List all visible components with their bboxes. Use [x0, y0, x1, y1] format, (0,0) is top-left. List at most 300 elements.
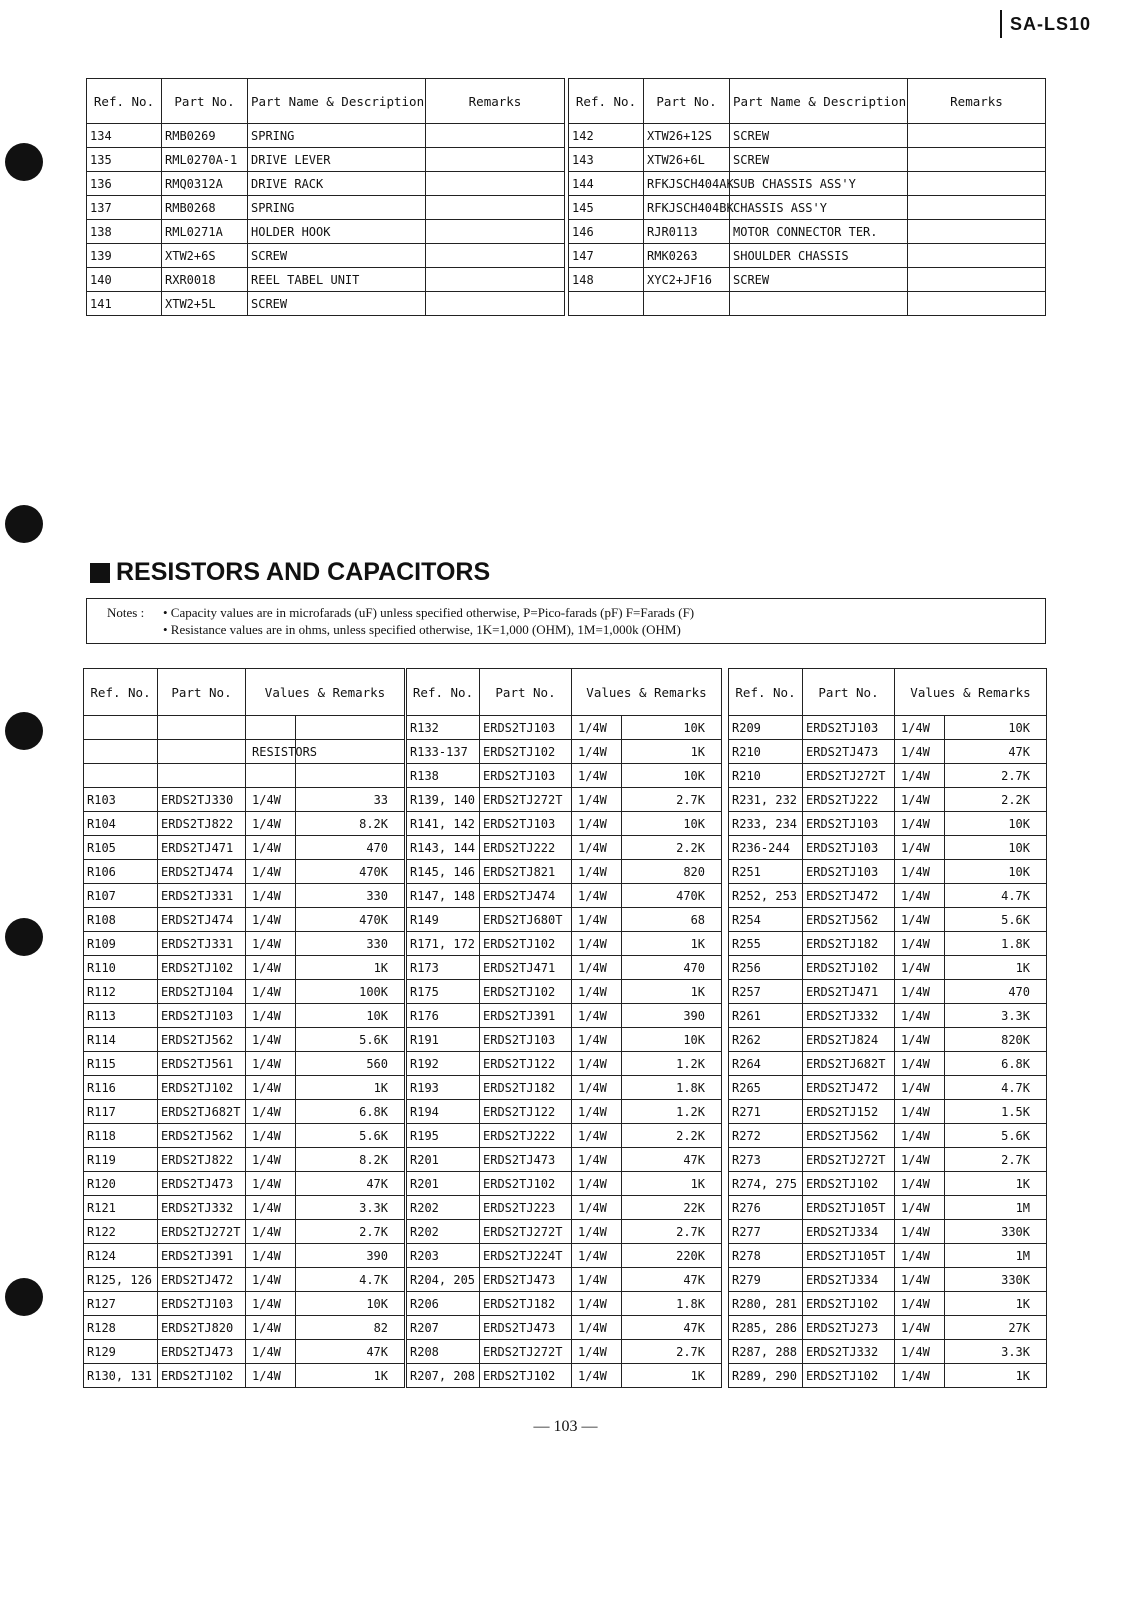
ref-no-cell: R233, 234	[729, 812, 803, 836]
part-name-cell: SCREW	[730, 268, 908, 292]
part-no-cell: ERDS2TJ332	[803, 1340, 895, 1364]
table-row	[729, 1268, 1047, 1292]
value-cell: 47K	[622, 1148, 722, 1172]
ref-no-cell: R277	[729, 1220, 803, 1244]
value-cell: 330K	[945, 1268, 1047, 1292]
part-no-cell: ERDS2TJ332	[803, 1004, 895, 1028]
wattage-cell: 1/4W	[246, 788, 296, 812]
table-row	[729, 884, 1047, 908]
value-cell: 1K	[622, 932, 722, 956]
part-no-cell: ERDS2TJ562	[803, 1124, 895, 1148]
table-row	[84, 860, 405, 884]
table-row	[569, 220, 1046, 244]
wattage-cell	[246, 764, 296, 788]
part-no-cell: ERDS2TJ391	[480, 1004, 572, 1028]
value-cell: 47K	[296, 1340, 405, 1364]
value-cell: 5.6K	[296, 1124, 405, 1148]
wattage-cell: 1/4W	[246, 884, 296, 908]
col-header-values: Values & Remarks	[895, 669, 1047, 716]
part-no-cell: ERDS2TJ102	[803, 1292, 895, 1316]
table-row	[407, 740, 722, 764]
table-row	[84, 1028, 405, 1052]
ref-no-cell: R119	[84, 1148, 158, 1172]
wattage-cell: 1/4W	[895, 812, 945, 836]
value-cell: 1K	[622, 740, 722, 764]
value-cell: 820K	[945, 1028, 1047, 1052]
value-cell: 1K	[622, 980, 722, 1004]
ref-no-cell: R206	[407, 1292, 480, 1316]
wattage-cell: 1/4W	[572, 1004, 622, 1028]
wattage-cell: 1/4W	[895, 956, 945, 980]
value-cell: 470K	[296, 908, 405, 932]
ref-no-cell: R143, 144	[407, 836, 480, 860]
table-row	[84, 1004, 405, 1028]
ref-no-cell: R254	[729, 908, 803, 932]
wattage-cell: 1/4W	[895, 1292, 945, 1316]
table-row	[729, 1364, 1047, 1388]
ref-no-cell: R139, 140	[407, 788, 480, 812]
value-cell: 4.7K	[945, 1076, 1047, 1100]
ref-no-cell: R104	[84, 812, 158, 836]
value-cell: 82	[296, 1316, 405, 1340]
value-cell: 390	[622, 1004, 722, 1028]
col-header-ref: Ref. No.	[87, 79, 162, 124]
rc-table-col1	[83, 668, 405, 1388]
table-row	[87, 220, 565, 244]
table-row	[84, 884, 405, 908]
part-no-cell: ERDS2TJ102	[803, 1364, 895, 1388]
part-no-cell	[644, 292, 730, 316]
value-cell: 47K	[622, 1268, 722, 1292]
ref-no-cell: R107	[84, 884, 158, 908]
ref-no-cell: R116	[84, 1076, 158, 1100]
part-name-cell: HOLDER HOOK	[248, 220, 426, 244]
value-cell: 330	[296, 932, 405, 956]
value-cell: 10K	[945, 860, 1047, 884]
remarks-cell	[426, 196, 565, 220]
wattage-cell: 1/4W	[246, 1364, 296, 1388]
part-no-cell: ERDS2TJ103	[803, 836, 895, 860]
ref-no-cell: R117	[84, 1100, 158, 1124]
part-no-cell: XTW2+6S	[162, 244, 248, 268]
part-no-cell: ERDS2TJ474	[158, 908, 246, 932]
part-no-cell: RFKJSCH404BK	[644, 196, 730, 220]
value-cell: 1.8K	[945, 932, 1047, 956]
ref-no-cell: R195	[407, 1124, 480, 1148]
ref-no-cell	[84, 740, 158, 764]
wattage-cell: 1/4W	[246, 980, 296, 1004]
table-row	[407, 1364, 722, 1388]
table-row	[84, 1196, 405, 1220]
table-row	[729, 1004, 1047, 1028]
table-row	[407, 788, 722, 812]
value-cell: 3.3K	[945, 1004, 1047, 1028]
part-no-cell: ERDS2TJ471	[158, 836, 246, 860]
table-row	[569, 124, 1046, 148]
part-no-cell: ERDS2TJ102	[158, 1364, 246, 1388]
col-header-values: Values & Remarks	[572, 669, 722, 716]
wattage-cell: 1/4W	[572, 1124, 622, 1148]
part-no-cell: ERDS2TJ182	[480, 1076, 572, 1100]
wattage-cell: 1/4W	[895, 884, 945, 908]
part-no-cell: ERDS2TJ182	[803, 932, 895, 956]
wattage-cell: 1/4W	[246, 860, 296, 884]
wattage-cell: 1/4W	[572, 1100, 622, 1124]
part-name-cell: SHOULDER CHASSIS	[730, 244, 908, 268]
part-no-cell: ERDS2TJ102	[480, 740, 572, 764]
value-cell: 6.8K	[945, 1052, 1047, 1076]
part-no-cell: ERDS2TJ474	[158, 860, 246, 884]
value-cell: 1.8K	[622, 1292, 722, 1316]
table-row	[729, 1172, 1047, 1196]
table-row	[407, 1028, 722, 1052]
ref-no-cell: R192	[407, 1052, 480, 1076]
value-cell: 8.2K	[296, 1148, 405, 1172]
value-cell: 10K	[622, 812, 722, 836]
col-header-ref: Ref. No.	[407, 669, 480, 716]
remarks-cell	[908, 196, 1046, 220]
value-cell: 33	[296, 788, 405, 812]
table-row	[729, 1076, 1047, 1100]
table-row	[729, 1340, 1047, 1364]
part-name-cell: SCREW	[248, 244, 426, 268]
table-row	[407, 1076, 722, 1100]
table-row	[84, 1220, 405, 1244]
part-no-cell: ERDS2TJ272T	[158, 1220, 246, 1244]
remarks-cell	[426, 220, 565, 244]
section-title	[90, 558, 490, 587]
ref-no-cell: R118	[84, 1124, 158, 1148]
wattage-cell: 1/4W	[572, 1364, 622, 1388]
ref-no-cell: R272	[729, 1124, 803, 1148]
part-no-cell: ERDS2TJ122	[480, 1052, 572, 1076]
value-cell: 10K	[622, 716, 722, 740]
remarks-cell	[426, 292, 565, 316]
ref-no-cell: R251	[729, 860, 803, 884]
table-row	[407, 1004, 722, 1028]
wattage-cell: 1/4W	[572, 812, 622, 836]
wattage-cell: 1/4W	[895, 1220, 945, 1244]
ref-no-cell: R208	[407, 1340, 480, 1364]
table-row	[407, 1316, 722, 1340]
wattage-cell: 1/4W	[246, 1052, 296, 1076]
ref-no-cell: R204, 205	[407, 1268, 480, 1292]
rc-table-col2	[406, 668, 722, 1388]
part-no-cell: ERDS2TJ680T	[480, 908, 572, 932]
ref-no-cell: R108	[84, 908, 158, 932]
ref-no-cell: R110	[84, 956, 158, 980]
table-row	[729, 716, 1047, 740]
value-cell: 1M	[945, 1244, 1047, 1268]
part-no-cell: ERDS2TJ562	[158, 1028, 246, 1052]
ref-no-cell: R124	[84, 1244, 158, 1268]
table-row	[407, 1148, 722, 1172]
table-row	[84, 1124, 405, 1148]
wattage-cell: 1/4W	[895, 1124, 945, 1148]
part-name-cell: CHASSIS ASS'Y	[730, 196, 908, 220]
ref-no-cell: R147, 148	[407, 884, 480, 908]
part-no-cell: ERDS2TJ222	[480, 836, 572, 860]
part-no-cell: ERDS2TJ102	[480, 980, 572, 1004]
wattage-cell: 1/4W	[895, 1316, 945, 1340]
value-cell: 4.7K	[296, 1268, 405, 1292]
part-no-cell: ERDS2TJ820	[158, 1316, 246, 1340]
part-no-cell: RMK0263	[644, 244, 730, 268]
ref-no-cell: R265	[729, 1076, 803, 1100]
value-cell: 10K	[945, 812, 1047, 836]
table-row	[407, 1100, 722, 1124]
part-no-cell: ERDS2TJ474	[480, 884, 572, 908]
wattage-cell: 1/4W	[246, 1028, 296, 1052]
part-no-cell: ERDS2TJ332	[158, 1196, 246, 1220]
value-cell: 5.6K	[945, 908, 1047, 932]
ref-no-cell: R138	[407, 764, 480, 788]
wattage-cell: 1/4W	[895, 836, 945, 860]
ref-no-cell: R105	[84, 836, 158, 860]
ref-no-cell: R287, 288	[729, 1340, 803, 1364]
ref-no-cell: R285, 286	[729, 1316, 803, 1340]
col-header-remarks: Remarks	[426, 79, 565, 124]
wattage-cell: 1/4W	[572, 740, 622, 764]
wattage-cell: 1/4W	[572, 1316, 622, 1340]
ref-no-cell: R236-244	[729, 836, 803, 860]
table-row	[729, 1220, 1047, 1244]
value-cell: 1K	[296, 1364, 405, 1388]
col-header-part: Part No.	[803, 669, 895, 716]
table-row	[87, 268, 565, 292]
value-cell: 5.6K	[296, 1028, 405, 1052]
ref-no-cell: 141	[87, 292, 162, 316]
part-no-cell: ERDS2TJ103	[803, 716, 895, 740]
ref-no-cell: R276	[729, 1196, 803, 1220]
wattage-cell: 1/4W	[246, 1196, 296, 1220]
ref-no-cell: 148	[569, 268, 644, 292]
table-row	[729, 1196, 1047, 1220]
wattage-cell: 1/4W	[895, 908, 945, 932]
value-cell: 820	[622, 860, 722, 884]
part-no-cell: ERDS2TJ103	[803, 860, 895, 884]
part-name-cell: SPRING	[248, 196, 426, 220]
table-row	[84, 932, 405, 956]
table-row	[84, 1172, 405, 1196]
table-row	[407, 932, 722, 956]
wattage-cell: RESISTORS	[246, 740, 296, 764]
table-row	[407, 884, 722, 908]
ref-no-cell: R280, 281	[729, 1292, 803, 1316]
table-row	[729, 908, 1047, 932]
wattage-cell: 1/4W	[572, 836, 622, 860]
ref-no-cell: 137	[87, 196, 162, 220]
part-no-cell: ERDS2TJ334	[803, 1268, 895, 1292]
value-cell: 2.7K	[945, 1148, 1047, 1172]
wattage-cell: 1/4W	[246, 932, 296, 956]
ref-no-cell: R128	[84, 1316, 158, 1340]
ref-no-cell: R279	[729, 1268, 803, 1292]
part-no-cell: ERDS2TJ331	[158, 932, 246, 956]
ref-no-cell: R278	[729, 1244, 803, 1268]
value-cell: 2.7K	[296, 1220, 405, 1244]
ref-no-cell: R202	[407, 1196, 480, 1220]
table-row	[84, 1148, 405, 1172]
ref-no-cell: R115	[84, 1052, 158, 1076]
table-row	[84, 1100, 405, 1124]
value-cell: 1K	[296, 956, 405, 980]
table-row	[84, 980, 405, 1004]
part-no-cell: ERDS2TJ334	[803, 1220, 895, 1244]
model-number: SA-LS10	[1000, 10, 1091, 38]
part-no-cell: ERDS2TJ102	[480, 932, 572, 956]
value-cell: 470	[945, 980, 1047, 1004]
table-row	[407, 836, 722, 860]
ref-no-cell: R210	[729, 740, 803, 764]
part-no-cell: ERDS2TJ103	[480, 812, 572, 836]
table-row	[84, 908, 405, 932]
notes-label: Notes :	[107, 605, 145, 620]
ref-no-cell: R255	[729, 932, 803, 956]
binder-hole	[5, 918, 43, 956]
wattage-cell: 1/4W	[895, 1148, 945, 1172]
wattage-cell: 1/4W	[572, 980, 622, 1004]
value-cell: 10K	[945, 716, 1047, 740]
wattage-cell: 1/4W	[572, 788, 622, 812]
table-row	[729, 1148, 1047, 1172]
value-cell: 6.8K	[296, 1100, 405, 1124]
value-cell: 470K	[296, 860, 405, 884]
wattage-cell: 1/4W	[246, 1220, 296, 1244]
binder-hole	[5, 143, 43, 181]
wattage-cell: 1/4W	[246, 1124, 296, 1148]
part-no-cell: ERDS2TJ561	[158, 1052, 246, 1076]
wattage-cell: 1/4W	[895, 1244, 945, 1268]
wattage-cell: 1/4W	[246, 1244, 296, 1268]
part-no-cell: ERDS2TJ102	[158, 956, 246, 980]
ref-no-cell: R122	[84, 1220, 158, 1244]
value-cell: 1K	[945, 1292, 1047, 1316]
ref-no-cell: 143	[569, 148, 644, 172]
part-no-cell: ERDS2TJ824	[803, 1028, 895, 1052]
remarks-cell	[908, 292, 1046, 316]
ref-no-cell: R121	[84, 1196, 158, 1220]
part-no-cell: ERDS2TJ473	[480, 1148, 572, 1172]
table-row	[407, 1244, 722, 1268]
part-name-cell: SUB CHASSIS ASS'Y	[730, 172, 908, 196]
part-no-cell: ERDS2TJ102	[803, 956, 895, 980]
table-row	[729, 836, 1047, 860]
wattage-cell: 1/4W	[572, 716, 622, 740]
table-row	[87, 124, 565, 148]
part-no-cell: ERDS2TJ472	[803, 1076, 895, 1100]
table-row	[84, 812, 405, 836]
part-no-cell: ERDS2TJ103	[480, 716, 572, 740]
table-row	[84, 1076, 405, 1100]
table-row	[729, 956, 1047, 980]
ref-no-cell: R289, 290	[729, 1364, 803, 1388]
value-cell: 1K	[945, 1172, 1047, 1196]
ref-no-cell: R231, 232	[729, 788, 803, 812]
part-no-cell: ERDS2TJ821	[480, 860, 572, 884]
wattage-cell: 1/4W	[895, 764, 945, 788]
ref-no-cell: R127	[84, 1292, 158, 1316]
col-header-ref: Ref. No.	[729, 669, 803, 716]
wattage-cell: 1/4W	[572, 908, 622, 932]
table-row	[87, 292, 565, 316]
ref-no-cell: 145	[569, 196, 644, 220]
table-row	[407, 1124, 722, 1148]
col-header-ref: Ref. No.	[569, 79, 644, 124]
wattage-cell: 1/4W	[246, 1292, 296, 1316]
part-no-cell: ERDS2TJ822	[158, 1148, 246, 1172]
part-no-cell: ERDS2TJ473	[480, 1268, 572, 1292]
part-no-cell: ERDS2TJ104	[158, 980, 246, 1004]
value-cell: 470K	[622, 884, 722, 908]
ref-no-cell: R210	[729, 764, 803, 788]
remarks-cell	[908, 244, 1046, 268]
part-no-cell	[158, 716, 246, 740]
table-row	[729, 932, 1047, 956]
wattage-cell: 1/4W	[572, 956, 622, 980]
part-no-cell: XTW26+6L	[644, 148, 730, 172]
part-no-cell: ERDS2TJ330	[158, 788, 246, 812]
value-cell: 8.2K	[296, 812, 405, 836]
part-no-cell: ERDS2TJ272T	[803, 1148, 895, 1172]
value-cell: 27K	[945, 1316, 1047, 1340]
part-name-cell: REEL TABEL UNIT	[248, 268, 426, 292]
wattage-cell: 1/4W	[895, 1052, 945, 1076]
ref-no-cell: R109	[84, 932, 158, 956]
notes-line-1: • Capacity values are in microfarads (uF) unless specified otherwise, P=Pico-farads (pF) F=Farads (F)	[163, 605, 695, 620]
value-cell: 330K	[945, 1220, 1047, 1244]
value-cell: 390	[296, 1244, 405, 1268]
wattage-cell: 1/4W	[572, 1076, 622, 1100]
ref-no-cell: R120	[84, 1172, 158, 1196]
value-cell: 2.7K	[622, 1220, 722, 1244]
value-cell	[296, 716, 405, 740]
table-row	[84, 1244, 405, 1268]
part-no-cell: ERDS2TJ273	[803, 1316, 895, 1340]
table-row	[407, 1172, 722, 1196]
part-no-cell: RMB0268	[162, 196, 248, 220]
table-row	[569, 268, 1046, 292]
part-no-cell: RMB0269	[162, 124, 248, 148]
wattage-cell: 1/4W	[572, 1052, 622, 1076]
part-no-cell: ERDS2TJ102	[480, 1364, 572, 1388]
part-no-cell: ERDS2TJ562	[158, 1124, 246, 1148]
ref-no-cell: R203	[407, 1244, 480, 1268]
table-row	[407, 1196, 722, 1220]
ref-no-cell: R207	[407, 1316, 480, 1340]
part-no-cell: ERDS2TJ103	[803, 812, 895, 836]
ref-no-cell: R207, 208	[407, 1364, 480, 1388]
value-cell: 5.6K	[945, 1124, 1047, 1148]
table-row	[84, 788, 405, 812]
part-no-cell: ERDS2TJ102	[480, 1172, 572, 1196]
part-name-cell: SCREW	[730, 124, 908, 148]
part-no-cell: ERDS2TJ102	[803, 1172, 895, 1196]
ref-no-cell: R257	[729, 980, 803, 1004]
table-row	[569, 244, 1046, 268]
ref-no-cell: R113	[84, 1004, 158, 1028]
wattage-cell: 1/4W	[572, 1172, 622, 1196]
value-cell: 2.7K	[622, 788, 722, 812]
ref-no-cell: R252, 253	[729, 884, 803, 908]
ref-no-cell: R176	[407, 1004, 480, 1028]
wattage-cell: 1/4W	[572, 860, 622, 884]
value-cell: 2.2K	[622, 836, 722, 860]
ref-no-cell: R274, 275	[729, 1172, 803, 1196]
value-cell	[296, 764, 405, 788]
value-cell: 330	[296, 884, 405, 908]
value-cell: 1K	[622, 1364, 722, 1388]
